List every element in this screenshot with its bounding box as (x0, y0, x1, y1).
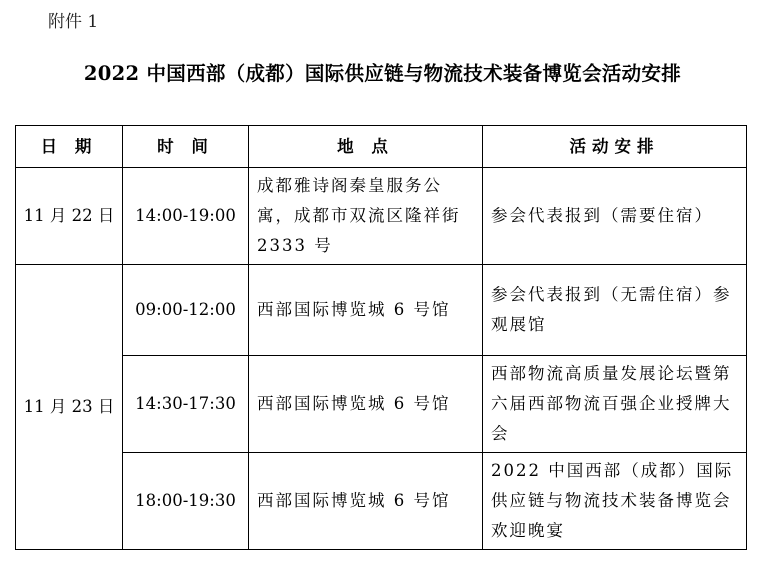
date-cell: 11 月 23 日 (16, 265, 123, 550)
activity-cell: 参会代表报到（需要住宿） (483, 168, 747, 265)
time-cell: 14:30-17:30 (123, 356, 249, 453)
column-header-date: 日 期 (16, 126, 123, 168)
column-header-place: 地 点 (249, 126, 483, 168)
time-cell: 09:00-12:00 (123, 265, 249, 356)
date-cell: 11 月 22 日 (16, 168, 123, 265)
attachment-label: 附件 1 (48, 12, 99, 32)
activity-cell: 西部物流高质量发展论坛暨第六届西部物流百强企业授牌大会 (483, 356, 747, 453)
place-cell: 西部国际博览城 6 号馆 (249, 453, 483, 550)
table-row (16, 168, 747, 265)
table-header-row (16, 126, 747, 168)
place-cell: 西部国际博览城 6 号馆 (249, 356, 483, 453)
time-cell: 14:00-19:00 (123, 168, 249, 265)
place-cell: 西部国际博览城 6 号馆 (249, 265, 483, 356)
schedule-table (15, 125, 747, 550)
column-header-time: 时 间 (123, 126, 249, 168)
time-cell: 18:00-19:30 (123, 453, 249, 550)
table-row (16, 265, 747, 356)
document-title: 2022 中国西部（成都）国际供应链与物流技术装备博览会活动安排 (83, 62, 682, 85)
activity-cell: 2022 中国西部（成都）国际供应链与物流技术装备博览会欢迎晚宴 (483, 453, 747, 550)
table-row (16, 356, 747, 453)
column-header-activity: 活动安排 (483, 126, 747, 168)
place-cell: 成都雅诗阁秦皇服务公寓，成都市双流区隆祥街 2333 号 (249, 168, 483, 265)
activity-cell: 参会代表报到（无需住宿）参观展馆 (483, 265, 747, 356)
table-row (16, 453, 747, 550)
